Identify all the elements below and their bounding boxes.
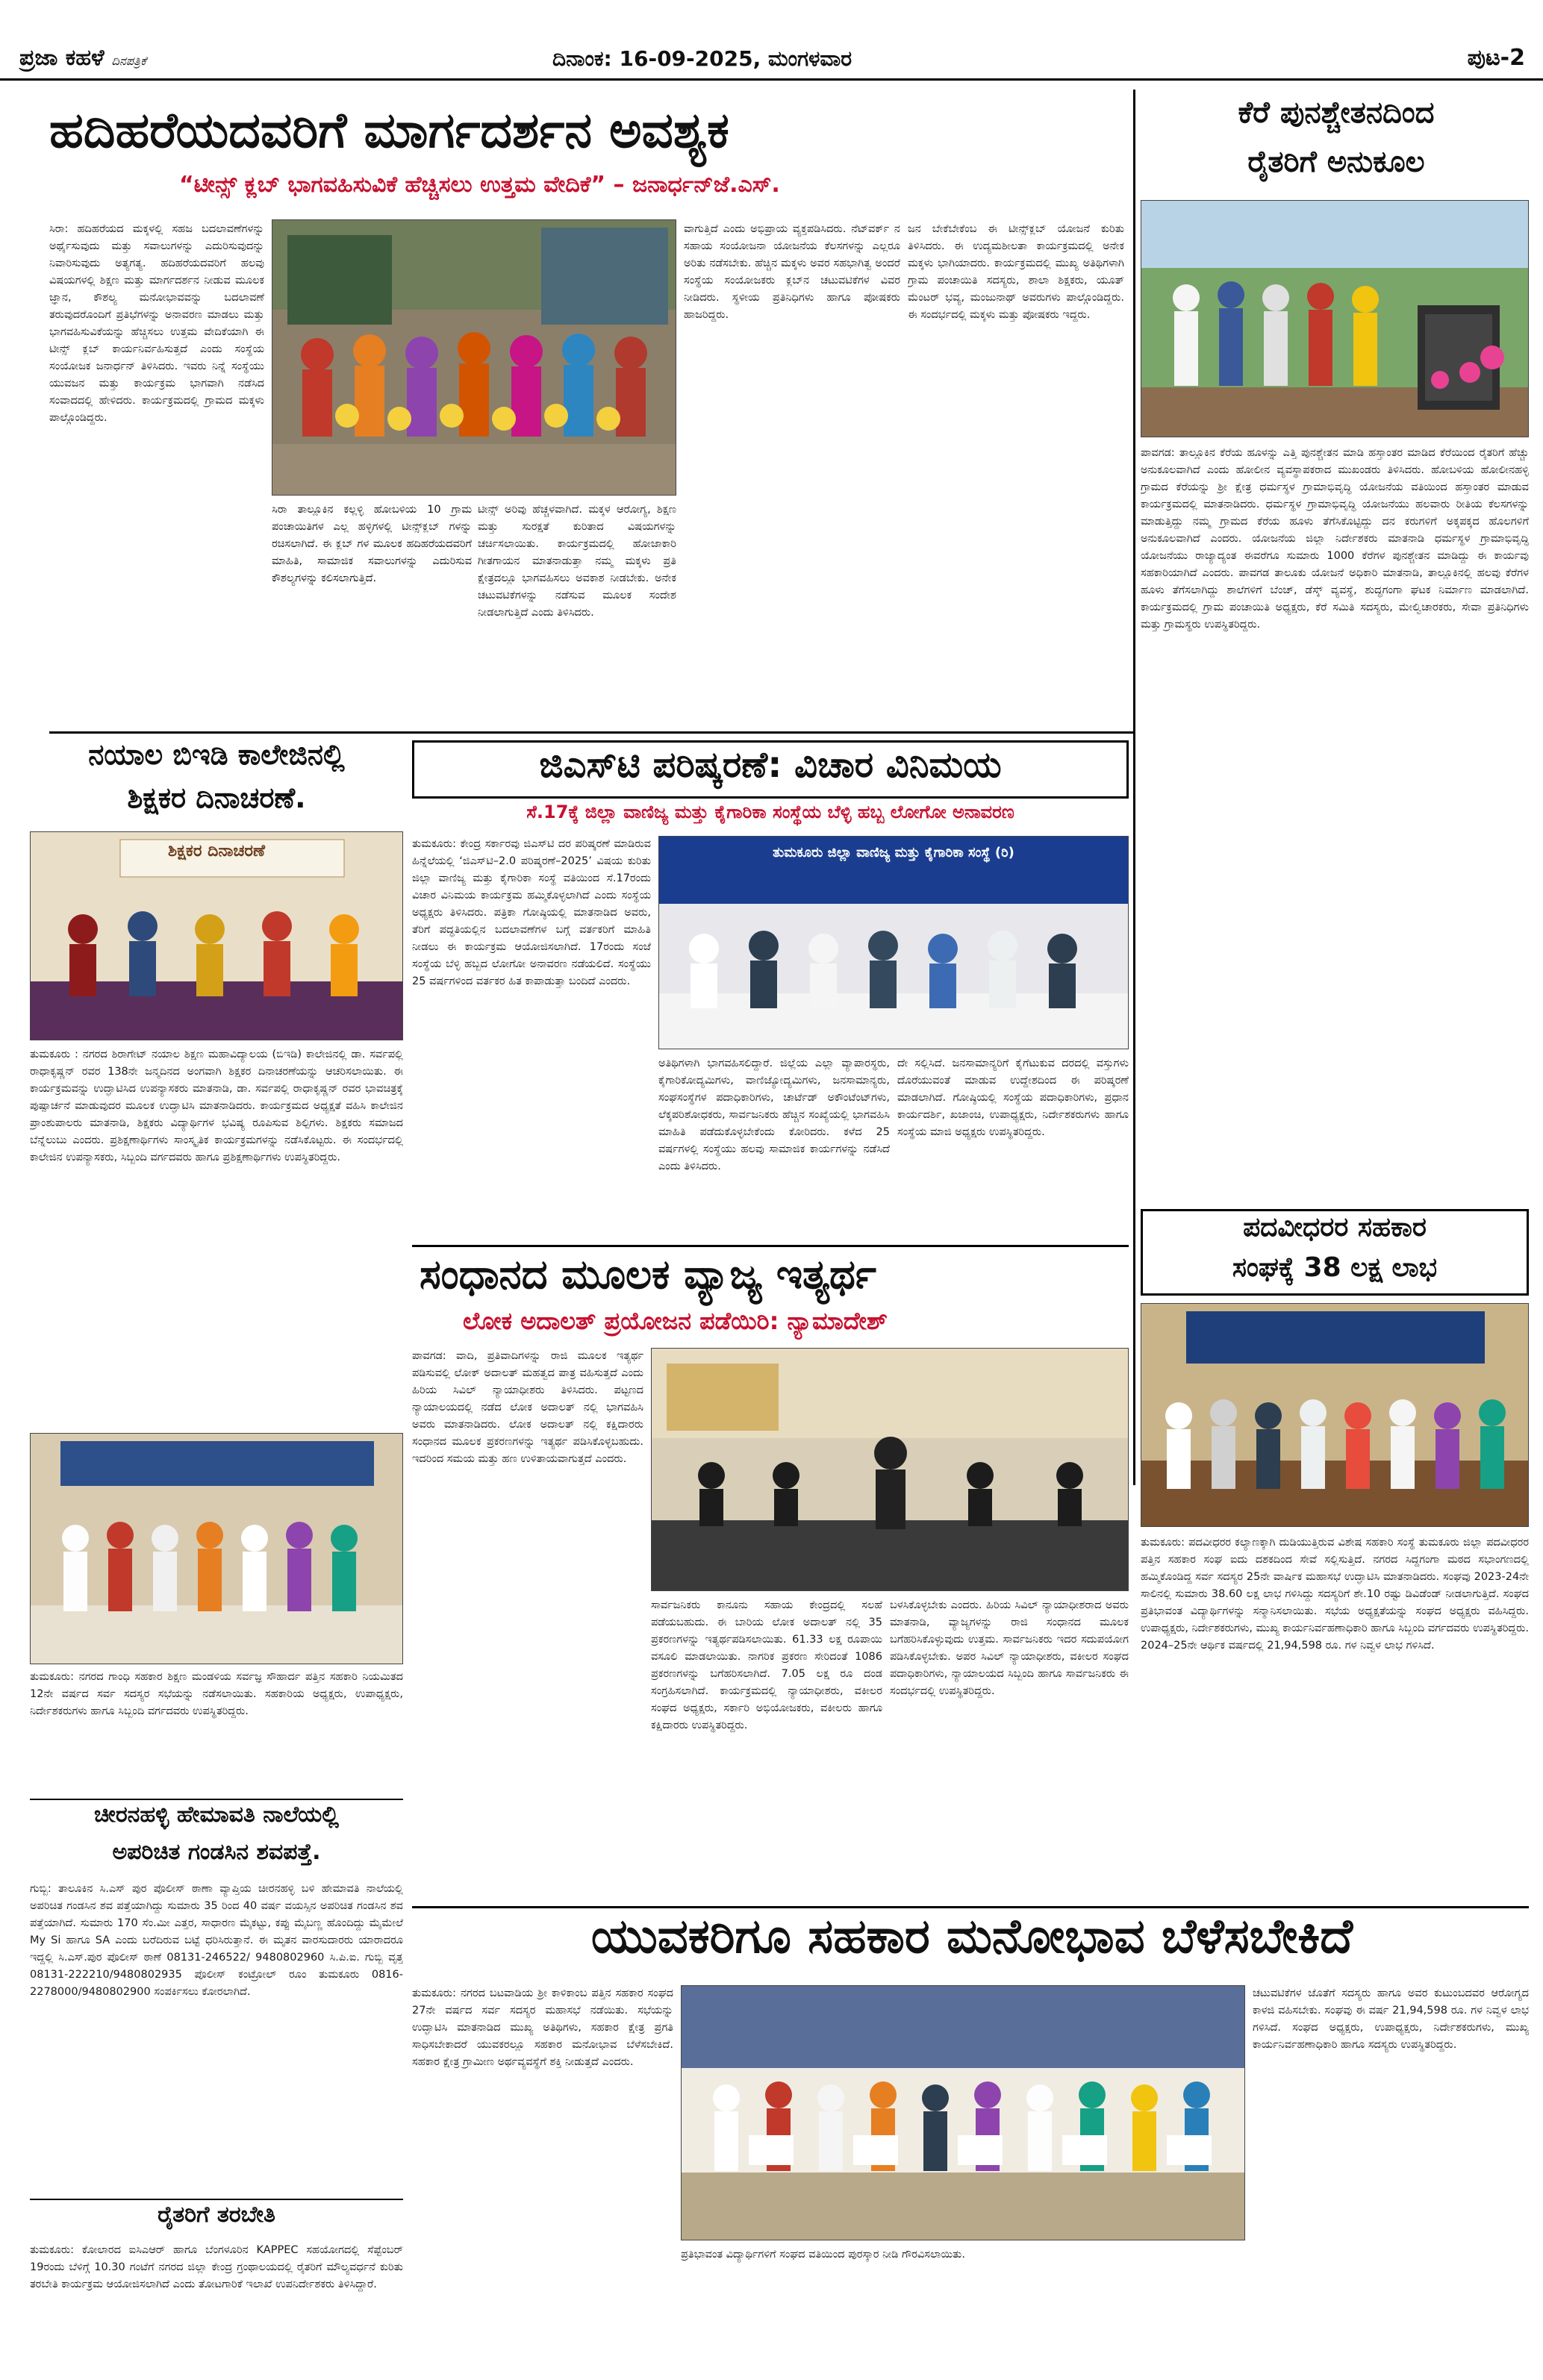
yuvakarigu-photo [681, 1985, 1245, 2240]
newspaper-brand: ಪ್ರಜಾ ಕಹಳೆ ದಿನಪತ್ರಿಕೆ [19, 45, 147, 71]
padavidhara-body: ತುಮಕೂರು: ಪದವೀಧರರ ಕಲ್ಯಾಣಕ್ಕಾಗಿ ದುಡಿಯುತ್ತಿರುವ ವಿಶೇಷ ಸಹಕಾರಿ ಸಂಸ್ಥೆ ತುಮಕೂರು ಜಿಲ್ಲಾ ಪದವೀಧರರ ಪತ್ತಿನ ಸಹಕಾರ ಸಂಘ ಐದು ದಶಕದಿಂದ ಸೇವೆ ಸಲ್ಲಿಸುತ್ತಿದೆ. ನಗರದ ಸಿದ್ದಗಂಗಾ ಮಠದ ಸಭಾಂಗಣದಲ್ಲಿ ಹಮ್ಮಿಕೊಂಡಿದ್ದ ಸರ್ವ ಸದಸ್ಯರ 25ನೇ ವಾರ್ಷಿಕ ಮಹಾಸಭೆ ಉದ್ಘಾಟಿಸಿ ಮಾತನಾಡಿದರು. ಸಂಘವು 2023-24ನೇ ಸಾಲಿನಲ್ಲಿ ಸುಮಾರು 38.60 ಲಕ್ಷ ಲಾಭ ಗಳಿಸಿದ್ದು ಸದಸ್ಯರಿಗೆ ಶೇ.10 ರಷ್ಟು ಡಿವಿಡೆಂಡ್ ನೀಡಲಾಗುತ್ತಿದೆ. ಸಂಘದ ಪ್ರತಿಭಾವಂತ ವಿದ್ಯಾರ್ಥಿಗಳನ್ನು ಸನ್ಮಾನಿಸಲಾಯಿತು. ಸಭೆಯ ಅಧ್ಯಕ್ಷತೆಯನ್ನು ಸಂಘದ ಅಧ್ಯಕ್ಷರು ವಹಿಸಿದ್ದರು. ಉಪಾಧ್ಯಕ್ಷರು, ನಿರ್ದೇಶಕರುಗಳು, ಮುಖ್ಯ ಕಾರ್ಯನಿರ್ವಹಣಾಧಿಕಾರಿ ಹಾಗೂ ಸಿಬ್ಬಂದಿ ವರ್ಗದವರು ಉಪಸ್ಥಿತರಿದ್ದರು. 2024–25ನೇ ಆರ್ಥಿಕ ವರ್ಷದಲ್ಲಿ 21,94,598 ರೂ. ಗಳ ನಿವ್ವಳ ಲಾಭ ಗಳಿಸಿದೆ. [1141, 1537, 1529, 1652]
photo-story-image [30, 1433, 403, 1664]
chiranahalli-body: ಗುಬ್ಬಿ: ತಾಲೂಕಿನ ಸಿ.ಎಸ್ ಪುರ ಪೊಲೀಸ್ ಠಾಣಾ ವ್ಯಾಪ್ತಿಯ ಚೀರನಹಳ್ಳಿ ಬಳಿ ಹೇಮಾವತಿ ನಾಲೆಯಲ್ಲಿ ಅಪರಿಚಿತ ಗಂಡಸಿನ ಶವ ಪತ್ತೆಯಾಗಿದ್ದು ಸುಮಾರು 35 ರಿಂದ 40 ವರ್ಷ ವಯಸ್ಸಿನ ಅಪರಿಚಿತ ಗಂಡಸಿನ ಶವ ಪತ್ತೆಯಾಗಿದೆ. ಸುಮಾರು 170 ಸೆಂ.ಮೀ ಎತ್ತರ, ಸಾಧಾರಣ ಮೈಕಟ್ಟು, ಕಪ್ಪು ಮೈಬಣ್ಣ ಹೊಂದಿದ್ದು ಮೈಮೇಲೆ My Si ಹಾಗೂ SA ಎಂದು ಬರೆದಿರುವ ಬಟ್ಟೆ ಧರಿಸಿರುತ್ತಾನೆ. ಈ ಮೃತನ ವಾರಸುದಾರರು ಯಾರಾದರೂ ಇದ್ದಲ್ಲಿ ಸಿ.ಎಸ್.ಪುರ ಪೊಲೀಸ್ ಠಾಣೆ 08131-246522/ 9480802960 ಸಿ.ಪಿ.ಐ. ಗುಬ್ಬಿ ವೃತ್ತ 08131-222210/9480802935 ಪೊಲೀಸ್ ಕಂಟ್ರೋಲ್ ರೂಂ ತುಮಕೂರು 0816-2278000/9480802900 ಸಂಪರ್ಕಿಸಲು ಕೋರಲಾಗಿದೆ. [30, 1883, 403, 1998]
yuvakarigu-column-2: ಚಟುವಟಿಕೆಗಳ ಜೊತೆಗೆ ಸದಸ್ಯರು ಹಾಗೂ ಅವರ ಕುಟುಂಬದವರ ಆರೋಗ್ಯದ ಕಾಳಜಿ ವಹಿಸಬೇಕು. ಸಂಘವು ಈ ವರ್ಷ 21,94,598 ರೂ. ಗಳ ನಿವ್ವಳ ಲಾಭ ಗಳಿಸಿದೆ. ಸಂಘದ ಅಧ್ಯಕ್ಷರು, ಉಪಾಧ್ಯಕ್ಷರು, ನಿರ್ದೇಶಕರುಗಳು, ಮುಖ್ಯ ಕಾರ್ಯನಿರ್ವಹಣಾಧಿಕಾರಿ ಹಾಗೂ ಸದಸ್ಯರು ಉಪಸ್ಥಿತರಿದ್ದರು. [1253, 1987, 1529, 2051]
page-number: ಪುಟ-2 [1467, 45, 1525, 71]
gst-subheadline: ಸೆ.17ಕ್ಕೆ ಜಿಲ್ಲಾ ವಾಣಿಜ್ಯ ಮತ್ತು ಕೈಗಾರಿಕಾ ಸಂಸ್ಥೆಯ ಬೆಳ್ಳಿ ಹಬ್ಬ ಲೋಗೋ ಅನಾವರಣ [526, 803, 1014, 822]
sandhana-column-3: ಬಳಸಿಕೊಳ್ಳಬೇಕು ಎಂದರು. ಹಿರಿಯ ಸಿವಿಲ್ ನ್ಯಾಯಾಧೀಶರಾದ ಅವರು ಮಾತನಾಡಿ, ವ್ಯಾಜ್ಯಗಳನ್ನು ರಾಜಿ ಸಂಧಾನದ ಮೂಲಕ ಬಗೆಹರಿಸಿಕೊಳ್ಳುವುದು ಉತ್ತಮ. ಸಾರ್ವಜನಿಕರು ಇದರ ಸದುಪಯೋಗ ಪಡಿಸಿಕೊಳ್ಳಬೇಕು. ಅಪರ ಸಿವಿಲ್ ನ್ಯಾಯಾಧೀಶರು, ವಕೀಲರ ಸಂಘದ ಪದಾಧಿಕಾರಿಗಳು, ನ್ಯಾಯಾಲಯದ ಸಿಬ್ಬಂದಿ ಹಾಗೂ ಸಾರ್ವಜನಿಕರು ಈ ಸಂದರ್ಭದಲ್ಲಿ ಉಪಸ್ಥಿತರಿದ್ದರು. [890, 1599, 1129, 1697]
yuvakarigu-photo-caption: ಪ್ರತಿಭಾವಂತ ವಿದ್ಯಾರ್ಥಿಗಳಿಗೆ ಸಂಘದ ವತಿಯಿಂದ ಪುರಸ್ಕಾರ ನೀಡಿ ಗೌರವಿಸಲಾಯಿತು. [681, 2249, 966, 2261]
sandhana-column-2: ಸಾರ್ವಜನಿಕರು ಕಾನೂನು ಸಹಾಯ ಕೇಂದ್ರದಲ್ಲಿ ಸಲಹೆ ಪಡೆಯಬಹುದು. ಈ ಬಾರಿಯ ಲೋಕ ಅದಾಲತ್ ನಲ್ಲಿ 35 ಪ್ರಕರಣಗಳನ್ನು ಇತ್ಯರ್ಥಪಡಿಸಲಾಯಿತು. 61.33 ಲಕ್ಷ ರೂಪಾಯಿ ವಸೂಲಿ ಮಾಡಲಾಯಿತು. ನಾಗರಿಕ ಪ್ರಕರಣ ಸೇರಿದಂತೆ 1086 ಪ್ರಕರಣಗಳನ್ನು ಬಗೆಹರಿಸಲಾಗಿದೆ. 7.05 ಲಕ್ಷ ರೂ ದಂಡ ಸಂಗ್ರಹಿಸಲಾಗಿದೆ. ಕಾರ್ಯಕ್ರಮದಲ್ಲಿ ನ್ಯಾಯಾಧೀಶರು, ವಕೀಲರ ಸಂಘದ ಅಧ್ಯಕ್ಷರು, ಸರ್ಕಾರಿ ಅಭಿಯೋಜಕರು, ವಕೀಲರು ಹಾಗೂ ಕಕ್ಷಿದಾರರು ಉಪಸ್ಥಿತರಿದ್ದರು. [651, 1599, 882, 1731]
padavidhara-headline-line1: ಪದವೀಧರರ ಸಹಕಾರ [1243, 1214, 1427, 1243]
masthead [0, 0, 1543, 81]
lead-photo-caption: ಸಿರಾ ತಾಲ್ಲೂಕಿನ ಕಲ್ಲಳ್ಳಿ ಹೋಬಳಿಯ 10 ಗ್ರಾಮ ಪಂಚಾಯಿತಿಗಳ ಎಲ್ಲ ಹಳ್ಳಿಗಳಲ್ಲಿ ಟೀನ್ಸ್‌ಕ್ಲಬ್ ಗಳನ್ನು ರಚಿಸಲಾಗಿದೆ. ಈ ಕ್ಲಬ್ ಗಳ ಮೂಲಕ ಹದಿಹರೆಯದವರಿಗೆ ಮಾಹಿತಿ, ಸಾಮಾಜಿಕ ಸವಾಲುಗಳನ್ನು ಎದುರಿಸುವ ಕೌಶಲ್ಯಗಳನ್ನು ಕಲಿಸಲಾಗುತ್ತಿದೆ. [272, 504, 472, 584]
gst-headline: ಜಿಎಸ್‌ಟಿ ಪರಿಷ್ಕರಣೆ: ವಿಚಾರ ವಿನಿಮಯ [539, 746, 1002, 786]
nayala-headline-line2: ಶಿಕ್ಷಕರ ದಿನಾಚರಣೆ. [127, 784, 306, 814]
lead-column-5: ಜನ ಬೇಕೆಬೇಕೆಂಬ ಈ ಟೀನ್ಸ್‌ಕ್ಲಬ್ ಯೋಜನೆ ಕುರಿತು ತಿಳಿಸಿದರು. ಈ ಉದ್ಯಮಶೀಲತಾ ಕಾರ್ಯಕ್ರಮದಲ್ಲಿ ಅನೇಕ ಮಕ್ಕಳು ಭಾಗಿಯಾದರು. ಕಾರ್ಯಕ್ರಮದಲ್ಲಿ ಮುಖ್ಯ ಅತಿಥಿಗಳಾಗಿ ಗ್ರಾಮ ಪಂಚಾಯಿತಿ ಸದಸ್ಯರು, ಶಾಲಾ ಶಿಕ್ಷಕರು, ಯೂತ್ ಮೆಂಟರ್ ಭವ್ಯ, ಮಂಜುನಾಥ್ ಅವರುಗಳು ಪಾಲ್ಗೊಂಡಿದ್ದರು. ಈ ಸಂದರ್ಭದಲ್ಲಿ ಮಕ್ಕಳು ಮತ್ತು ಪೋಷಕರು ಇದ್ದರು. [908, 223, 1124, 321]
cooperative-meeting-photo [1141, 1304, 1529, 1527]
section-divider [412, 1245, 1129, 1247]
section-divider [30, 2199, 403, 2200]
lead-headline: ಹದಿಹರೆಯದವರಿಗೆ ಮಾರ್ಗದರ್ಶನ ಅವಶ್ಯಕ [49, 104, 729, 159]
yuvakarigu-headline: ಯುವಕರಿಗೂ ಸಹಕಾರ ಮನೋಭಾವ ಬೆಳೆಸಬೇಕಿದೆ [590, 1912, 1353, 1964]
lead-subheadline: “ಟೀನ್ಸ್ ಕ್ಲಬ್ ಭಾಗವಹಿಸುವಿಕೆ ಹೆಚ್ಚಿಸಲು ಉತ್ತಮ ವೇದಿಕೆ” – ಜನಾರ್ಧನ್‌ಜೆ.ಎಸ್. [179, 173, 780, 198]
lead-column-3: ಟೀನ್ಸ್ ಅರಿವು ಹೆಚ್ಚಳವಾಗಿದೆ. ಮಕ್ಕಳ ಆರೋಗ್ಯ, ಶಿಕ್ಷಣ ಮತ್ತು ಸುರಕ್ಷತೆ ಕುರಿತಾದ ವಿಷಯಗಳನ್ನು ಚರ್ಚಿಸಲಾಯಿತು. ಕಾರ್ಯಕ್ರಮದಲ್ಲಿ ಹೋಜಾಕಾರಿ ಗೀತಗಾಯನ ಮಾತನಾಡುತ್ತಾ ನಮ್ಮ ಮಕ್ಕಳು ಪ್ರತಿ ಕ್ಷೇತ್ರದಲ್ಲೂ ಭಾಗವಹಿಸಲು ಅವಕಾಶ ನೀಡಬೇಕು. ಅನೇಕ ಚಟುವಟಿಕೆಗಳನ್ನು ನಡೆಸುವ ಮೂಲಕ ಸಂದೇಶ ನೀಡಲಾಗುತ್ತಿದೆ ಎಂದು ತಿಳಿಸಿದರು. [478, 504, 676, 619]
student-felicitation-photo [682, 1986, 1245, 2240]
lok-adalat-photo [652, 1349, 1129, 1591]
gst-column-1: ತುಮಕೂರು: ಕೇಂದ್ರ ಸರ್ಕಾರವು ಜಿಎಸ್‌ಟಿ ದರ ಪರಿಷ್ಕರಣೆ ಮಾಡಿರುವ ಹಿನ್ನೆಲೆಯಲ್ಲಿ ‘ಜಿಎಸ್‌ಟಿ–2.0 ಪರಿಷ್ಕರಣೆ–2025’ ವಿಷಯ ಕುರಿತು ಜಿಲ್ಲಾ ವಾಣಿಜ್ಯ ಮತ್ತು ಕೈಗಾರಿಕಾ ಸಂಸ್ಥೆ ವತಿಯಿಂದ ಸೆ.17ರಂದು ವಿಚಾರ ವಿನಿಮಯ ಕಾರ್ಯಕ್ರಮ ಹಮ್ಮಿಕೊಳ್ಳಲಾಗಿದೆ ಎಂದು ಸಂಸ್ಥೆಯ ಅಧ್ಯಕ್ಷರು ತಿಳಿಸಿದರು. ಪತ್ರಿಕಾ ಗೋಷ್ಠಿಯಲ್ಲಿ ಮಾತನಾಡಿದ ಅವರು, ತೆರಿಗೆ ಪದ್ಧತಿಯಲ್ಲಿನ ಬದಲಾವಣೆಗಳ ಬಗ್ಗೆ ವರ್ತಕರಿಗೆ ಮಾಹಿತಿ ನೀಡಲು ಈ ಕಾರ್ಯಕ್ರಮ ಆಯೋಜಿಸಲಾಗಿದೆ. 17ರಂದು ಸಂಜೆ ಸಂಸ್ಥೆಯ ಬೆಳ್ಳಿ ಹಬ್ಬದ ಲೋಗೋ ಅನಾವರಣ ನಡೆಯಲಿದೆ. ಸಂಸ್ಥೆಯು 25 ವರ್ಷಗಳಿಂದ ವರ್ತಕರ ಹಿತ ಕಾಪಾಡುತ್ತಾ ಬಂದಿದೆ ಎಂದರು. [412, 838, 651, 987]
gst-column-3: ದೇ ಸಲ್ಲಿಸಿದೆ. ಜನಸಾಮಾನ್ಯರಿಗೆ ಕೈಗೆಟುಕುವ ದರದಲ್ಲಿ ವಸ್ತುಗಳು ದೊರೆಯುವಂತೆ ಮಾಡುವ ಉದ್ದೇಶದಿಂದ ಈ ಪರಿಷ್ಕರಣೆ ಮಾಡಲಾಗಿದೆ. ಗೋಷ್ಠಿಯಲ್ಲಿ ಸಂಸ್ಥೆಯ ಪದಾಧಿಕಾರಿಗಳು, ಪ್ರಧಾನ ಕಾರ್ಯದರ್ಶಿ, ಖಜಾಂಚಿ, ಉಪಾಧ್ಯಕ್ಷರು, ನಿರ್ದೇಶಕರುಗಳು ಹಾಗೂ ಸಂಸ್ಥೆಯ ಮಾಜಿ ಅಧ್ಯಕ್ಷರು ಉಪಸ್ಥಿತರಿದ್ದರು. [897, 1058, 1129, 1138]
sandhana-headline: ಸಂಧಾನದ ಮೂಲಕ ವ್ಯಾಜ್ಯ ಇತ್ಯರ್ಥ [420, 1254, 876, 1298]
yuvakarigu-column-1: ತುಮಕೂರು: ನಗರದ ಬಟವಾಡಿಯ ಶ್ರೀ ಕಾಳಿಕಾಂಬ ಪತ್ತಿನ ಸಹಕಾರ ಸಂಘದ 27ನೇ ವರ್ಷದ ಸರ್ವ ಸದಸ್ಯರ ಮಹಾಸಭೆ ನಡೆಯಿತು. ಸಭೆಯನ್ನು ಉದ್ಘಾಟಿಸಿ ಮಾತನಾಡಿದ ಮುಖ್ಯ ಅತಿಥಿಗಳು, ಸಹಕಾರ ಕ್ಷೇತ್ರ ಪ್ರಗತಿ ಸಾಧಿಸಬೇಕಾದರೆ ಯುವಕರಲ್ಲೂ ಸಹಕಾರ ಮನೋಭಾವ ಬೆಳೆಸಬೇಕಿದೆ. ಸಹಕಾರ ಕ್ಷೇತ್ರ ಗ್ರಾಮೀಣ ಅರ್ಥವ್ಯವಸ್ಥೆಗೆ ಶಕ್ತಿ ನೀಡುತ್ತದೆ ಎಂದರು. [412, 1987, 673, 2068]
padavidhara-photo [1141, 1303, 1529, 1527]
sandhana-column-1: ಪಾವಗಡ: ವಾದಿ, ಪ್ರತಿವಾದಿಗಳನ್ನು ರಾಜಿ ಮೂಲಕ ಇತ್ಯರ್ಥ ಪಡಿಸುವಲ್ಲಿ ಲೋಕ್ ಅದಾಲತ್ ಮಹತ್ವದ ಪಾತ್ರ ವಹಿಸುತ್ತದೆ ಎಂದು ಹಿರಿಯ ಸಿವಿಲ್ ನ್ಯಾಯಾಧೀಶರು ತಿಳಿಸಿದರು. ಪಟ್ಟಣದ ನ್ಯಾಯಾಲಯದಲ್ಲಿ ನಡೆದ ಲೋಕ ಅದಾಲತ್ ನಲ್ಲಿ ಭಾಗವಹಿಸಿ ಅವರು ಮಾತನಾಡಿದರು. ಲೋಕ ಅದಾಲತ್ ನಲ್ಲಿ ಕಕ್ಷಿದಾರರು ಸಂಧಾನದ ಮೂಲಕ ಪ್ರಕರಣಗಳನ್ನು ಇತ್ಯರ್ಥ ಪಡಿಸಿಕೊಳ್ಳಬಹುದು. ಇದರಿಂದ ಸಮಯ ಮತ್ತು ಹಣ ಉಳಿತಾಯವಾಗುತ್ತದೆ ಎಂದರು. [412, 1350, 643, 1465]
sandhana-photo [651, 1348, 1129, 1591]
kere-headline-line1: ಕೆರೆ ಪುನಶ್ಚೇತನದಿಂದ [1238, 97, 1435, 130]
raitha-headline: ರೈತರಿಗೆ ತರಬೇತಿ [158, 2203, 275, 2228]
gst-photo-banner: ತುಮಕೂರು ಜಿಲ್ಲಾ ವಾಣಿಜ್ಯ ಮತ್ತು ಕೈಗಾರಿಕಾ ಸಂಸ್ಥೆ (ರಿ) [773, 845, 1014, 861]
section-divider [30, 1799, 403, 1800]
raitha-body: ತುಮಕೂರು: ಕೋಲಾರದ ಐಸಿಎಆರ್ ಹಾಗೂ ಬೆಂಗಳೂರಿನ KAPPEC ಸಹಯೋಗದಲ್ಲಿ ಸೆಪ್ಟೆಂಬರ್ 19ರಂದು ಬೆಳಿಗ್ಗೆ 10.30 ಗಂಟೆಗೆ ನಗರದ ಜಿಲ್ಲಾ ಕೇಂದ್ರ ಗ್ರಂಥಾಲಯದಲ್ಲಿ ರೈತರಿಗೆ ಮೌಲ್ಯವರ್ಧನೆ ಕುರಿತು ತರಬೇತಿ ಕಾರ್ಯಕ್ರಮ ಆಯೋಜಿಸಲಾಗಿದೆ ಎಂದು ತೋಟಗಾರಿಕೆ ಇಲಾಖೆ ಉಪನಿರ್ದೇಶಕರು ತಿಳಿಸಿದ್ದಾರೆ. [30, 2244, 403, 2290]
padavidhara-headline-line2: ಸಂಘಕ್ಕೆ 38 ಲಕ್ಷ ಲಾಭ [1232, 1254, 1438, 1283]
lead-column-4: ವಾಗುತ್ತಿದೆ ಎಂದು ಅಭಿಪ್ರಾಯ ವ್ಯಕ್ತಪಡಿಸಿದರು. ನೆಟ್‌ವರ್ಕ್ ನ ಸಹಾಯ ಸಂಯೋಜನಾ ಯೋಜನೆಯ ಕೆಲಸಗಳನ್ನು ಎಲ್ಲರೂ ಅರಿತು ನಡೆಸಬೇಕು. ಹೆಚ್ಚಿನ ಮಕ್ಕಳು ಅವರ ಸಹಭಾಗಿತ್ವ ಅಂದರೆ ಸಂಸ್ಥೆಯ ಸಂಯೋಜಕರು ಕ್ಲಬ್‌ನ ಚಟುವಟಿಕೆಗಳ ವಿವರ ನೀಡಿದರು. ಸ್ಥಳೀಯ ಪ್ರತಿನಿಧಿಗಳು ಹಾಗೂ ಪೋಷಕರು ಹಾಜರಿದ್ದರು. [684, 223, 900, 321]
gst-column-2: ಅತಿಥಿಗಳಾಗಿ ಭಾಗವಹಿಸಲಿದ್ದಾರೆ. ಜಿಲ್ಲೆಯ ಎಲ್ಲಾ ವ್ಯಾಪಾರಸ್ಥರು, ಕೈಗಾರಿಕೋದ್ಯಮಿಗಳು, ವಾಣಿಜ್ಯೋದ್ಯಮಿಗಳು, ಜನಸಾಮಾನ್ಯರು, ಸಂಘಸಂಸ್ಥೆಗಳ ಪದಾಧಿಕಾರಿಗಳು, ಚಾರ್ಟೆಡ್ ಅಕೌಂಟೆಂಟ್‌ಗಳು, ಲೆಕ್ಕಪರಿಶೋಧಕರು, ಸಾರ್ವಜನಿಕರು ಹೆಚ್ಚಿನ ಸಂಖ್ಯೆಯಲ್ಲಿ ಭಾಗವಹಿಸಿ ಮಾಹಿತಿ ಪಡೆದುಕೊಳ್ಳಬೇಕೆಂದು ಕೋರಿದರು. ಕಳೆದ 25 ವರ್ಷಗಳಲ್ಲಿ ಸಂಸ್ಥೆಯು ಹಲವು ಸಾಮಾಜಿಕ ಕಾರ್ಯಗಳನ್ನು ನಡೆಸಿದೆ ಎಂದು ತಿಳಿಸಿದರು. [658, 1058, 890, 1172]
nayala-body: ತುಮಕೂರು : ನಗರದ ಶಿರಾಗೇಟ್ ನಯಾಲ ಶಿಕ್ಷಣ ಮಹಾವಿದ್ಯಾಲಯ (ಬಿಇಡಿ) ಕಾಲೇಜಿನಲ್ಲಿ ಡಾ. ಸರ್ವಪಲ್ಲಿ ರಾಧಾಕೃಷ್ಣನ್ ರವರ 138ನೇ ಜನ್ಮದಿನದ ಅಂಗವಾಗಿ ಶಿಕ್ಷಕರ ದಿನಾಚರಣೆಯನ್ನು ಆಚರಿಸಲಾಯಿತು. ಈ ಕಾರ್ಯಕ್ರಮವನ್ನು ಉದ್ಘಾಟಿಸಿದ ಉಪನ್ಯಾಸಕರು ಮಾತನಾಡಿ, ಡಾ. ಸರ್ವಪಲ್ಲಿ ರಾಧಾಕೃಷ್ಣನ್ ರವರ ಭಾವಚಿತ್ರಕ್ಕೆ ಪುಷ್ಪಾರ್ಚನೆ ಮಾಡುವುದರ ಮೂಲಕ ಉದ್ಘಾಟಿಸಿ ಮಾತನಾಡಿದರು. ಕಾರ್ಯಕ್ರಮದ ಅಧ್ಯಕ್ಷತೆ ವಹಿಸಿ ಕಾಲೇಜಿನ ಪ್ರಾಂಶುಪಾಲರು ಮಾತನಾಡಿ, ಶಿಕ್ಷಕರು ವಿದ್ಯಾರ್ಥಿಗಳ ಭವಿಷ್ಯ ರೂಪಿಸುವ ಶಿಲ್ಪಿಗಳು. ಶಿಕ್ಷಕರು ಸಮಾಜದ ಬೆನ್ನೆಲುಬು ಎಂದರು. ಪ್ರಶಿಕ್ಷಣಾರ್ಥಿಗಳು ಸಾಂಸ್ಕೃತಿಕ ಕಾರ್ಯಕ್ರಮಗಳನ್ನು ನಡೆಸಿಕೊಟ್ಟರು. ಈ ಸಂದರ್ಭದಲ್ಲಿ ಕಾಲೇಜಿನ ಉಪನ್ಯಾಸಕರು, ಸಿಬ್ಬಂದಿ ವರ್ಗದವರು ಹಾಗೂ ಪ್ರಶಿಕ್ಷಣಾರ್ಥಿಗಳು ಉಪಸ್ಥಿತರಿದ್ದರು. [30, 1049, 403, 1164]
nayala-headline-line1: ನಯಾಲ ಬಿಇಡಿ ಕಾಲೇಜಿನಲ್ಲಿ [88, 740, 345, 771]
kere-photo [1141, 200, 1529, 437]
cooperative-agm-photo [31, 1434, 403, 1664]
group-photo-teens-club [272, 220, 676, 496]
lead-photo [272, 219, 676, 496]
chiranahalli-headline-line2: ಅಪರಿಚಿತ ಗಂಡಸಿನ ಶವಪತ್ತೆ. [112, 1840, 321, 1865]
section-divider [49, 731, 1133, 734]
section-divider [412, 1906, 1529, 1908]
teachers-day-banner: ಶಿಕ್ಷಕರ ದಿನಾಚರಣೆ [167, 842, 266, 861]
sandhana-subheadline: ಲೋಕ ಅದಾಲತ್ ಪ್ರಯೋಜನ ಪಡೆಯಿರಿ: ನ್ಯಾಮಾದೇಶ್ [463, 1309, 888, 1335]
kere-body: ಪಾವಗಡ: ತಾಲ್ಲೂಕಿನ ಕೆರೆಯ ಹೂಳನ್ನು ಎತ್ತಿ ಪುನಶ್ಚೇತನ ಮಾಡಿ ಹಸ್ತಾಂತರ ಮಾಡಿದ ಕೆರೆಯಿಂದ ರೈತರಿಗೆ ಹೆಚ್ಚು ಅನುಕೂಲವಾಗಿದೆ ಎಂದು ಹೋಲೀನ ವ್ಯವಸ್ಥಾಪಕರಾದ ಮುಖಂಡರು ತಿಳಿಸಿದರು. ಹೋಬಳಿಯ ಹೋಲೀನಹಳ್ಳಿ ಗ್ರಾಮದ ಕೆರೆಯನ್ನು ಶ್ರೀ ಕ್ಷೇತ್ರ ಧರ್ಮಸ್ಥಳ ಗ್ರಾಮಾಭಿವೃದ್ಧಿ ಯೋಜನೆಯ ವತಿಯಿಂದ ಹಸ್ತಾಂತರ ಮಾಡುವ ಕಾರ್ಯಕ್ರಮದಲ್ಲಿ ಮಾತನಾಡಿದರು. ಧರ್ಮಸ್ಥಳ ಗ್ರಾಮಾಭಿವೃದ್ಧಿ ಯೋಜನೆಯು ಹಲವಾರು ರೀತಿಯ ಕೆಲಸಗಳನ್ನು ಮಾಡುತ್ತಿದ್ದು ನಮ್ಮ ಗ್ರಾಮದ ಕೆರೆಯ ಹೂಳು ತೆಗೆಸಿಕೊಟ್ಟಿದ್ದು ದನ ಕರುಗಳಿಗೆ ಅಕ್ಕಪಕ್ಕದ ಹೊಲಗಳಿಗೆ ಅನುಕೂಲವಾಗಿದೆ ಎಂದರು. ಯೋಜನೆಯ ಜಿಲ್ಲಾ ನಿರ್ದೇಶಕರು ಮಾತನಾಡಿ ಧರ್ಮಸ್ಥಳ ಗ್ರಾಮಾಭಿವೃದ್ಧಿ ಯೋಜನೆಯು ರಾಜ್ಯಾದ್ಯಂತ ಈವರೆಗೂ ಸುಮಾರು 1000 ಕೆರೆಗಳ ಪುನಶ್ಚೇತನ ಮಾಡಿದ್ದು ಈ ಕಾರ್ಯವು ಸಹಕಾರಿಯಾಗಿದೆ ಎಂದರು. ಪಾವಗಡ ತಾಲೂಕು ಯೋಜನೆ ಅಧಿಕಾರಿ ಮಾತನಾಡಿ, ತಾಲ್ಲೂಕಿನಲ್ಲಿ ಹಲವು ಕೆರೆಗಳ ಹೂಳು ತೆಗೆಸಲಾಗಿದ್ದು ಶಾಲೆಗಳಿಗೆ ಬೆಂಚ್, ಡೆಸ್ಕ್ ವ್ಯವಸ್ಥೆ, ಶುದ್ಧಗಂಗಾ ಘಟಕ ನಿರ್ಮಾಣ ಮಾಡಲಾಗಿದೆ. ಕಾರ್ಯಕ್ರಮದಲ್ಲಿ ಗ್ರಾಮ ಪಂಚಾಯಿತಿ ಅಧ್ಯಕ್ಷರು, ಕೆರೆ ಸಮಿತಿ ಸದಸ್ಯರು, ಮೇಲ್ವಿಚಾರಕರು, ಸೇವಾ ಪ್ರತಿನಿಧಿಗಳು ಮತ್ತು ಗ್ರಾಮಸ್ಥರು ಉಪಸ್ಥಿತರಿದ್ದರು. [1141, 447, 1529, 631]
kere-headline-line2: ರೈತರಿಗೆ ಅನುಕೂಲ [1247, 146, 1425, 179]
chiranahalli-headline-line1: ಚೀರನಹಳ್ಳಿ ಹೇಮಾವತಿ ನಾಲೆಯಲ್ಲಿ [94, 1803, 339, 1828]
photo-story-caption: ತುಮಕೂರು: ನಗರದ ಗಾಂಧಿ ಸಹಕಾರ ಶಿಕ್ಷಣ ಮಂಡಳಿಯ ಸರ್ವಜ್ಞ ಸೌಹಾರ್ದ ಪತ್ತಿನ ಸಹಕಾರಿ ನಿಯಮಿತದ 12ನೇ ವರ್ಷದ ಸರ್ವ ಸದಸ್ಯರ ಸಭೆಯನ್ನು ನಡೆಸಲಾಯಿತು. ಸಹಕಾರಿಯ ಅಧ್ಯಕ್ಷರು, ಉಪಾಧ್ಯಕ್ಷರು, ನಿರ್ದೇಶಕರುಗಳು ಹಾಗೂ ಸಿಬ್ಬಂದಿ ವರ್ಗದವರು ಉಪಸ್ಥಿತರಿದ್ದರು. [30, 1671, 403, 1717]
lake-handover-photo [1141, 201, 1529, 437]
issue-date: ದಿನಾಂಕ: 16-09-2025, ಮಂಗಳವಾರ [552, 46, 852, 71]
lead-column-1: ಸಿರಾ: ಹದಿಹರೆಯದ ಮಕ್ಕಳಲ್ಲಿ ಸಹಜ ಬದಲಾವಣೆಗಳನ್ನು ಅರ್ಥೈಸುವುದು ಮತ್ತು ಸವಾಲುಗಳನ್ನು ಎದುರಿಸುವುದನ್ನು ನಿವಾರಿಸುವುದು ಅತ್ಯಗತ್ಯ. ಹದಿಹರೆಯದವರಿಗೆ ಹಲವು ವಿಷಯಗಳಲ್ಲಿ ಶಿಕ್ಷಣ ಮತ್ತು ಮಾರ್ಗದರ್ಶನ ನೀಡುವ ಮೂಲಕ ಜ್ಞಾನ, ಕೌಶಲ್ಯ ಮನೋಭಾವವನ್ನು ಬದಲಾವಣೆ ತರುವುದರೊಂದಿಗೆ ಪ್ರತಿಭೆಗಳನ್ನು ಅನಾವರಣ ಮಾಡಲು ಮತ್ತು ಭಾಗವಹಿಸುವಿಕೆಯನ್ನು ಹೆಚ್ಚಿಸಲು ಉತ್ತಮ ವೇದಿಕೆಯಾಗಿ ಈ ಟೀನ್ಸ್ ಕ್ಲಬ್ ಕಾರ್ಯನಿರ್ವಹಿಸುತ್ತದೆ ಎಂದು ಸಂಸ್ಥೆಯ ಸಂಯೋಜಕ ಜನಾರ್ಧನ್ ತಿಳಿಸಿದರು. ಇವರು ನಿನ್ನೆ ಸಂಸ್ಥೆಯು ಯುವಜನ ಮತ್ತು ಕಾರ್ಯಕ್ರಮ ಭಾಗವಾಗಿ ನಡೆಸಿದ ಸಂವಾದದಲ್ಲಿ ಹೇಳಿದರು. ಕಾರ್ಯಕ್ರಮದಲ್ಲಿ ಗ್ರಾಮದ ಮಕ್ಕಳು ಪಾಲ್ಗೊಂಡಿದ್ದರು. [49, 223, 264, 424]
column-divider [1133, 90, 1135, 1485]
